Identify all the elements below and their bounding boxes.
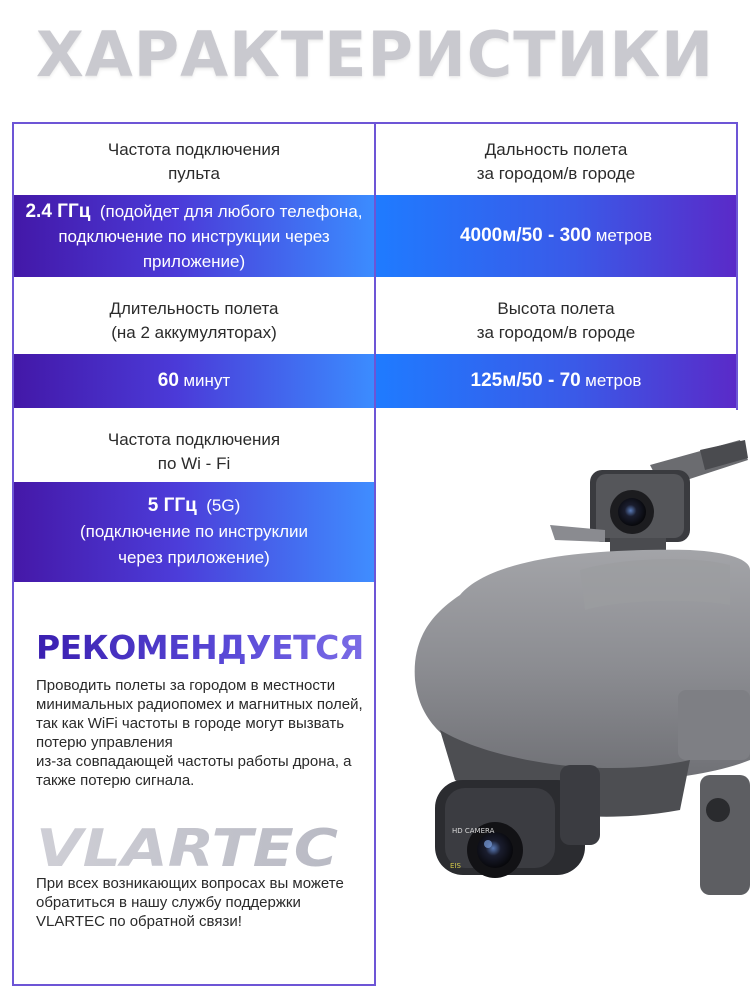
vlartec-logo xyxy=(36,822,342,874)
flight-duration-bold: 60 xyxy=(157,370,179,391)
recommend-heading: РЕКОМЕНДУЕТСЯ xyxy=(36,628,364,667)
flight-altitude-label: Высота полета за городом/в городе xyxy=(476,299,636,342)
flight-range-value xyxy=(376,195,736,277)
remote-frequency-bold: 2.4 ГГц xyxy=(25,200,91,222)
wifi-frequency-value xyxy=(14,482,374,582)
wifi-frequency-note: (подключение по инструклии через приложение) xyxy=(79,522,309,567)
wifi-frequency-label: Частота подключения по Wi - Fi xyxy=(107,430,281,473)
drone-image xyxy=(400,430,750,900)
flight-range-bold: 4000м/50 - 300 xyxy=(459,225,592,246)
flight-duration-unit: минут xyxy=(183,371,231,390)
vlartec-logo-text: VLARTEC xyxy=(36,822,338,874)
support-text: При всех возникающих вопросах вы можете обратиться в нашу службу поддержки VLARTEC по обратной связи! xyxy=(36,875,344,930)
lens-mark: EIS xyxy=(450,862,461,870)
flight-altitude-value xyxy=(376,354,736,408)
remote-frequency-label: Частота подключения пульта xyxy=(107,140,281,183)
wifi-frequency-bold: 5 ГГц xyxy=(147,495,197,516)
flight-range-unit: метров xyxy=(595,226,653,245)
flight-duration-value xyxy=(14,354,374,408)
page-title: ХАРАКТЕРИСТИКИ xyxy=(35,18,715,91)
frame-right-border xyxy=(736,122,738,410)
flight-altitude-unit: метров xyxy=(585,371,642,390)
remote-frequency-value xyxy=(14,195,374,277)
flight-duration-label: Длительность полета (на 2 аккумуляторах) xyxy=(109,299,279,342)
recommend-text: Проводить полеты за городом в местности минимальных радиопомех и магнитных полей, так как WiFi частоты в городе могут вызвать потерю управления из-за совпадающей частоты работы дрона, а также потерю сигнала. xyxy=(36,677,363,789)
flight-altitude-bold: 125м/50 - 70 xyxy=(470,370,581,391)
flight-range-label: Дальность полета за городом/в городе xyxy=(476,140,636,183)
frame-bottom-border xyxy=(12,984,376,986)
wifi-frequency-tag: (5G) xyxy=(206,496,241,515)
gimbal-camera-label: HD CAMERA xyxy=(452,827,495,835)
remote-frequency-note: (подойдет для любого телефона, подключение по инструкции через приложение) xyxy=(58,201,363,271)
